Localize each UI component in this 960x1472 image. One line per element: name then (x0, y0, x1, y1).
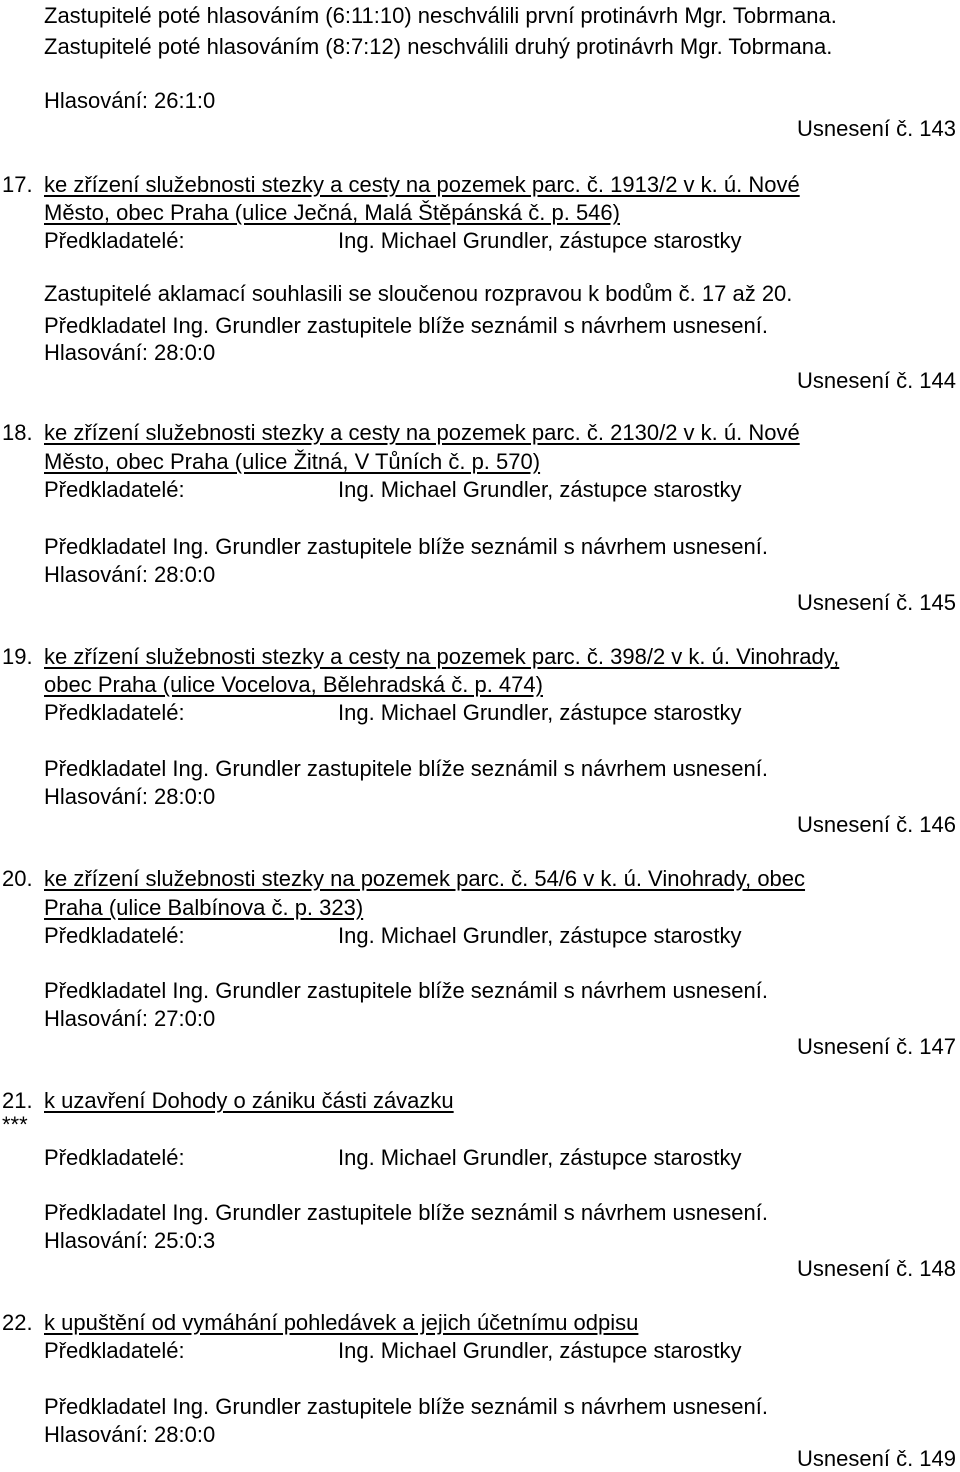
item-number: 18. (2, 420, 33, 445)
item-marker: *** (2, 1112, 28, 1137)
proposers-label: Předkladatelé: (44, 923, 185, 948)
proposer-name: Ing. Michael Grundler, zástupce starostky (338, 1338, 742, 1363)
vote-result: Hlasování: 28:0:0 (44, 1422, 216, 1447)
proposer-name: Ing. Michael Grundler, zástupce starostky (338, 1145, 742, 1170)
item-title: Město, obec Praha (ulice Žitná, V Tůních č. p. 570) (44, 449, 541, 474)
item-title: k uzavření Dohody o zániku části závazku (44, 1088, 454, 1113)
item-number: 21. (2, 1088, 33, 1113)
vote-result: Hlasování: 25:0:3 (44, 1228, 216, 1253)
proposers-label: Předkladatelé: (44, 700, 185, 725)
resolution-number: Usnesení č. 149 (797, 1446, 956, 1471)
vote-result: Hlasování: 26:1:0 (44, 88, 216, 113)
proposers-label: Předkladatelé: (44, 228, 185, 253)
item-number: 22. (2, 1310, 33, 1335)
resolution-number: Usnesení č. 148 (797, 1256, 956, 1281)
item-title: ke zřízení služebnosti stezky a cesty na pozemek parc. č. 2130/2 v k. ú. Nové (44, 420, 800, 445)
presenter-text: Předkladatel Ing. Grundler zastupitele blíže seznámil s návrhem usnesení. (44, 978, 768, 1003)
vote-result: Hlasování: 28:0:0 (44, 784, 216, 809)
resolution-number: Usnesení č. 143 (797, 116, 956, 141)
proposers-label: Předkladatelé: (44, 1338, 185, 1363)
item-title: ke zřízení služebnosti stezky a cesty na pozemek parc. č. 1913/2 v k. ú. Nové (44, 172, 800, 197)
item-number: 17. (2, 172, 33, 197)
proposer-name: Ing. Michael Grundler, zástupce starostky (338, 477, 742, 502)
proposer-name: Ing. Michael Grundler, zástupce starostky (338, 228, 742, 253)
presenter-text: Předkladatel Ing. Grundler zastupitele blíže seznámil s návrhem usnesení. (44, 534, 768, 559)
intro-line-1: Zastupitelé poté hlasováním (6:11:10) neschválili první protinávrh Mgr. Tobrmana. (44, 3, 837, 28)
resolution-number: Usnesení č. 146 (797, 812, 956, 837)
presenter-text: Předkladatel Ing. Grundler zastupitele blíže seznámil s návrhem usnesení. (44, 756, 768, 781)
presenter-text: Předkladatel Ing. Grundler zastupitele blíže seznámil s návrhem usnesení. (44, 1394, 768, 1419)
item-title: Město, obec Praha (ulice Ječná, Malá Štěpánská č. p. 546) (44, 200, 620, 225)
proposers-label: Předkladatelé: (44, 1145, 185, 1170)
resolution-number: Usnesení č. 147 (797, 1034, 956, 1059)
intro-line-2: Zastupitelé poté hlasováním (8:7:12) neschválili druhý protinávrh Mgr. Tobrmana. (44, 34, 833, 59)
item-title: obec Praha (ulice Vocelova, Bělehradská č. p. 474) (44, 672, 543, 697)
item-number: 19. (2, 644, 33, 669)
proposer-name: Ing. Michael Grundler, zástupce starostky (338, 700, 742, 725)
item-title: Praha (ulice Balbínova č. p. 323) (44, 895, 364, 920)
presenter-text: Předkladatel Ing. Grundler zastupitele blíže seznámil s návrhem usnesení. (44, 313, 768, 338)
vote-result: Hlasování: 28:0:0 (44, 340, 216, 365)
item-title: k upuštění od vymáhání pohledávek a jejich účetnímu odpisu (44, 1310, 639, 1335)
item-title: ke zřízení služebnosti stezky na pozemek parc. č. 54/6 v k. ú. Vinohrady, obec (44, 866, 806, 891)
proposer-name: Ing. Michael Grundler, zástupce starostky (338, 923, 742, 948)
item-title: ke zřízení služebnosti stezky a cesty na pozemek parc. č. 398/2 v k. ú. Vinohrady, (44, 644, 840, 669)
proposers-label: Předkladatelé: (44, 477, 185, 502)
resolution-number: Usnesení č. 144 (797, 368, 956, 393)
vote-result: Hlasování: 27:0:0 (44, 1006, 216, 1031)
vote-result: Hlasování: 28:0:0 (44, 562, 216, 587)
resolution-number: Usnesení č. 145 (797, 590, 956, 615)
item-number: 20. (2, 866, 33, 891)
presenter-text: Předkladatel Ing. Grundler zastupitele blíže seznámil s návrhem usnesení. (44, 1200, 768, 1225)
merge-note: Zastupitelé aklamací souhlasili se sloučenou rozpravou k bodům č. 17 až 20. (44, 281, 793, 306)
